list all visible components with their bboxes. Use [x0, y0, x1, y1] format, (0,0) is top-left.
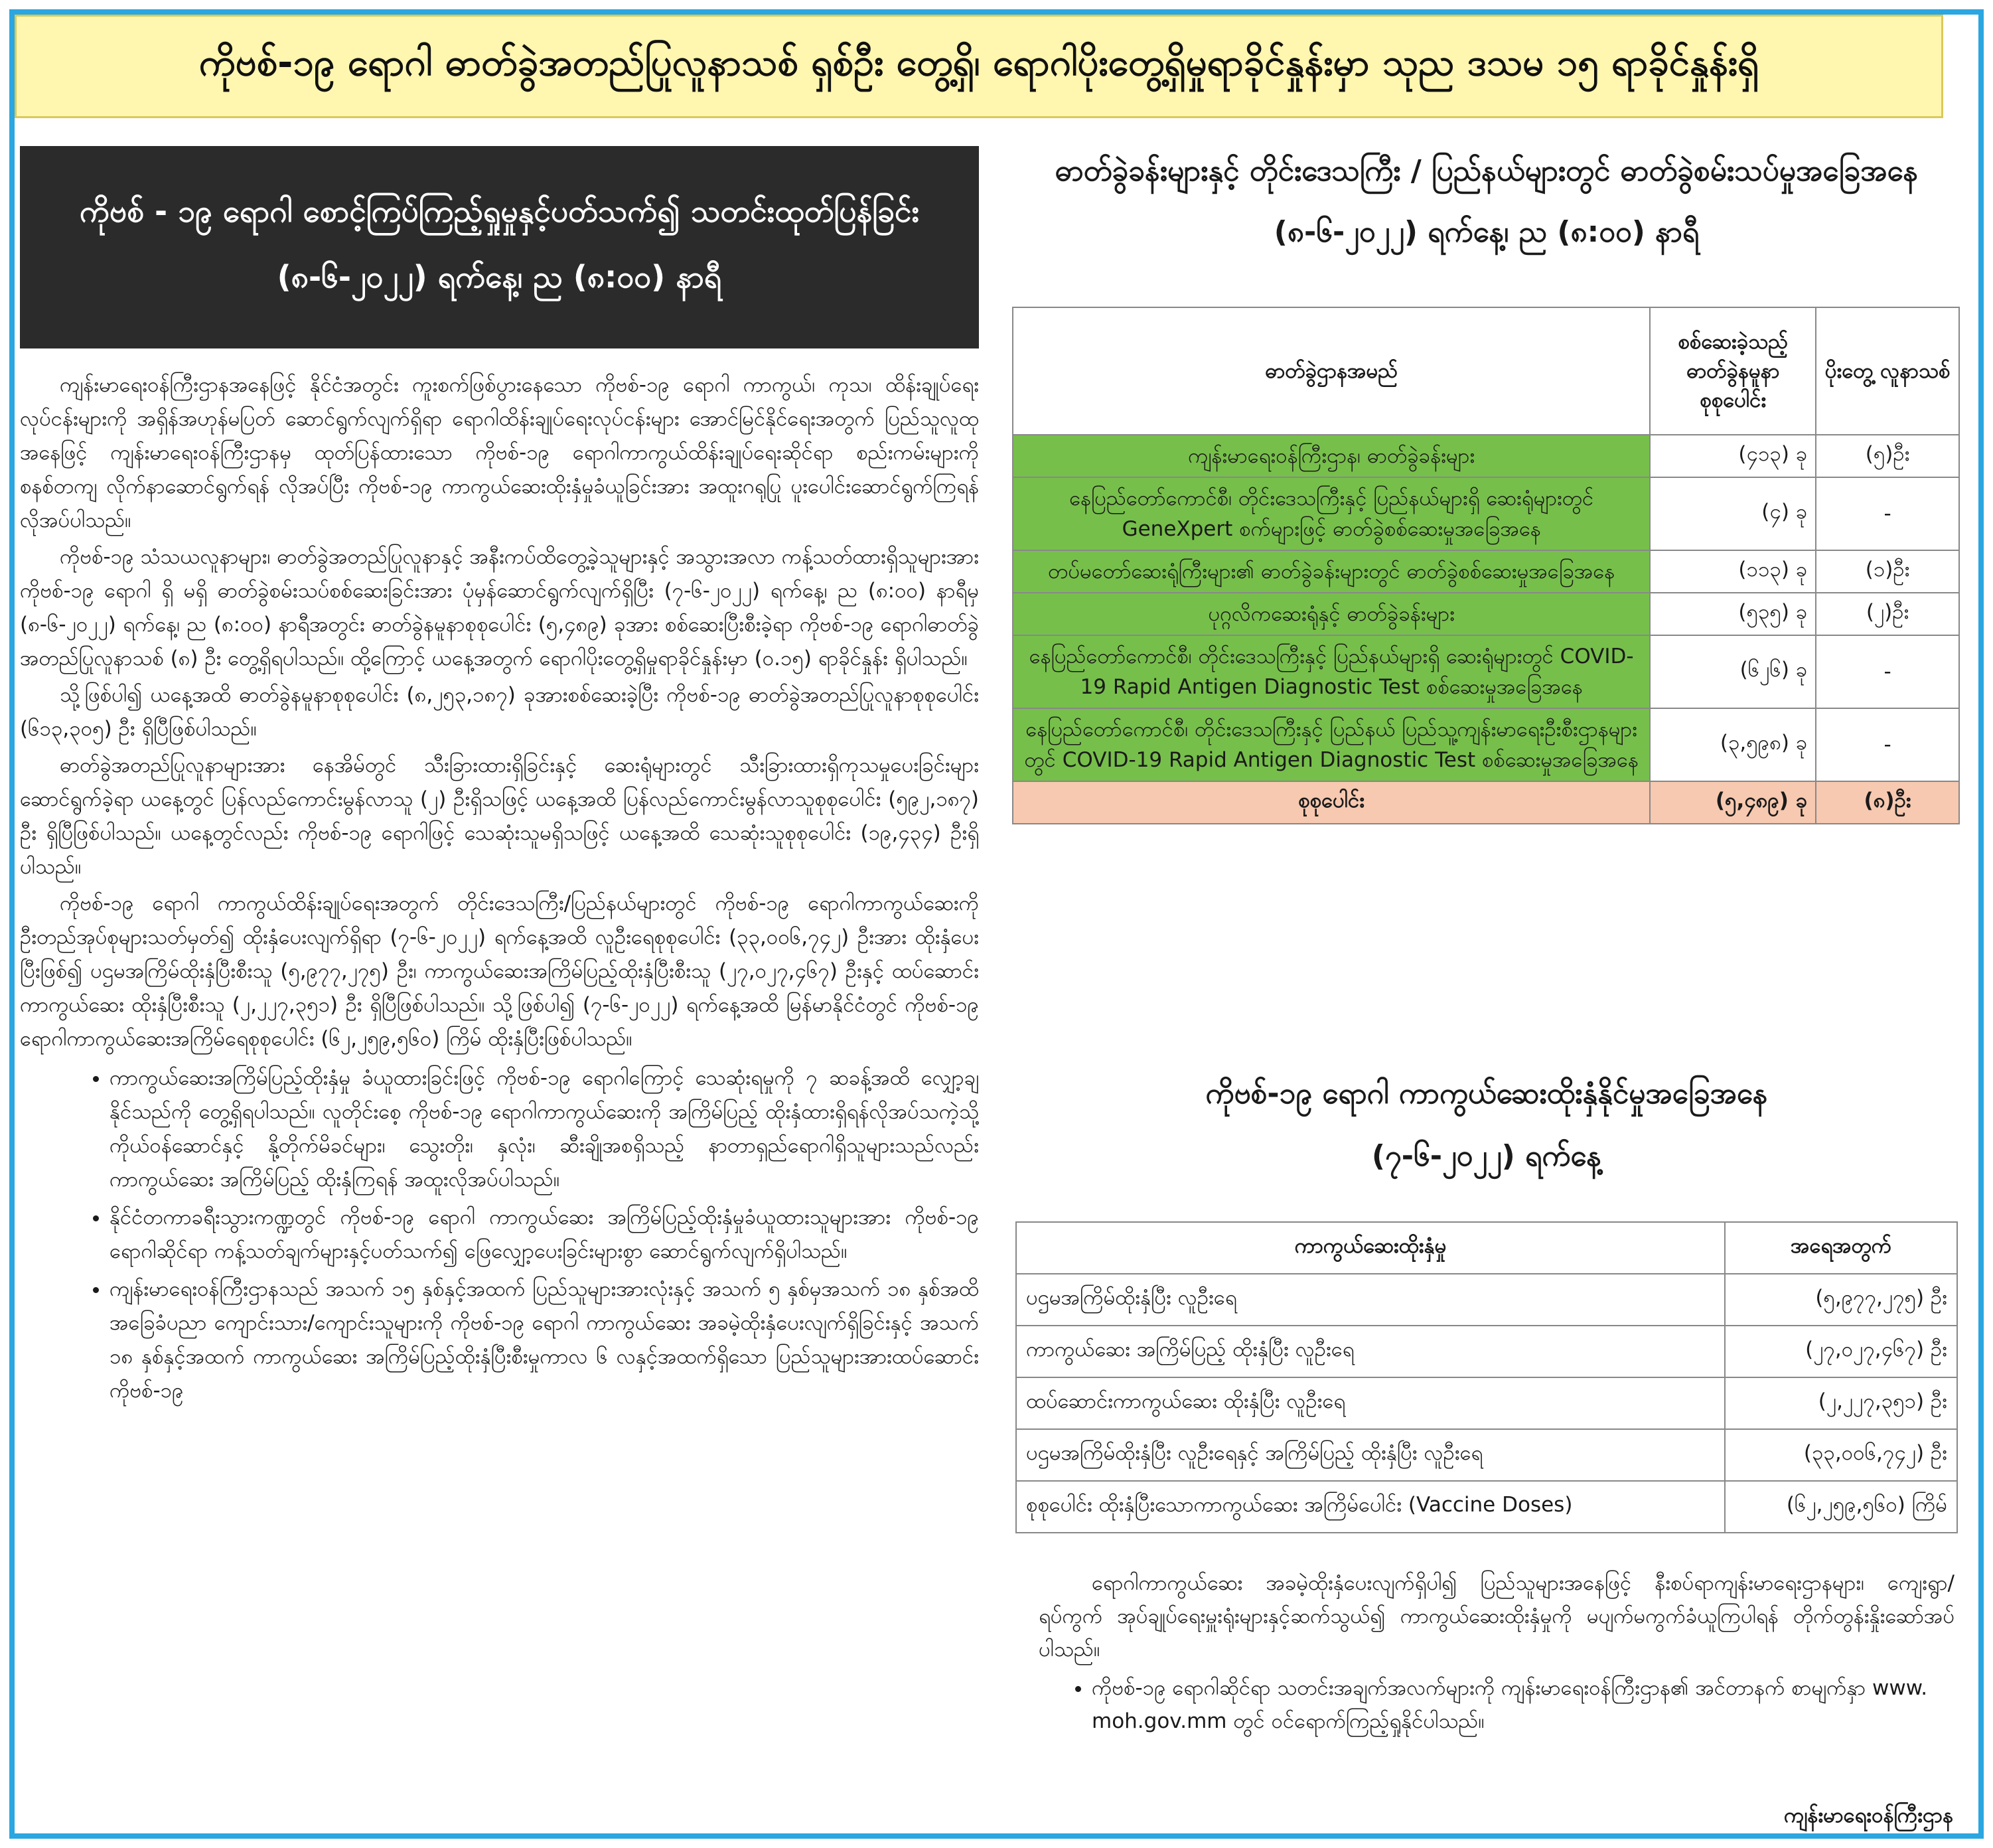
sample-count: (၅၃၅) ခု	[1650, 593, 1816, 635]
tests-title-line2: (၈-၆-၂၀၂၂) ရက်နေ့၊ ည (၈:၀၀) နာရီ	[1274, 215, 1700, 249]
table-row	[1016, 1377, 1957, 1429]
sample-count: (၃,၅၉၈) ခု	[1650, 708, 1816, 781]
ministry-signature: ကျန်းမာရေးဝန်ကြီးဌာန	[1784, 1804, 1953, 1827]
table-row	[1013, 593, 1959, 635]
vaccine-item: ကာကွယ်ဆေး အကြိမ်ပြည့် ထိုးနှံပြီး လူဦးရေ	[1016, 1326, 1725, 1377]
notes-bullets	[1039, 1671, 1955, 1738]
positive-count: -	[1816, 477, 1959, 550]
lab-name: ပုဂ္ဂလိကဆေးရုံနှင့် ဓာတ်ခွဲခန်းများ	[1013, 593, 1650, 635]
sample-count: (၄၁၃) ခု	[1650, 435, 1816, 477]
press-release-date: (၈-၆-၂၀၂၂) ရက်နေ့၊ ည (၈:၀၀) နာရီ	[277, 258, 722, 295]
vaccine-title-line2: (၇-၆-၂၀၂၂) ရက်နေ့	[1371, 1139, 1602, 1173]
vaccine-table-header	[1016, 1222, 1957, 1274]
vaccine-count: (၆၂,၂၅၉,၅၆၀) ကြိမ်	[1725, 1481, 1957, 1533]
lab-name: တပ်မတော်ဆေးရုံကြီးများ၏ ဓာတ်ခွဲခန်းများတွင် ဓာတ်ခွဲစစ်ဆေးမှုအခြေအနေ	[1013, 550, 1650, 593]
table-row	[1013, 635, 1959, 708]
vaccine-count: (၃၃,၀၀၆,၇၄၂) ဦး	[1725, 1429, 1957, 1481]
total-positive: (၈)ဦး	[1816, 781, 1959, 824]
press-release-banner	[20, 146, 979, 348]
positive-count: (၂)ဦး	[1816, 593, 1959, 635]
tests-table-header	[1013, 307, 1959, 435]
header-count: အရေအတွက်	[1725, 1222, 1957, 1274]
table-row	[1016, 1274, 1957, 1326]
table-row	[1013, 435, 1959, 477]
notes-bullet: • ကိုဗစ်-၁၉ ရောဂါဆိုင်ရာ သတင်းအချက်အလက်များကို ကျန်းမာရေးဝန်ကြီးဌာန၏ အင်တာနက် စာမျက်နှာ www. moh.gov.mm တွင် ဝင်ရောက်ကြည့်ရှုနိုင်ပါသည်။	[1092, 1671, 1955, 1738]
closing-notes	[1039, 1567, 1955, 1738]
tests-section-title	[1009, 153, 1964, 256]
notes-paragraph: ရောဂါကာကွယ်ဆေး အခမဲ့ထိုးနှံပေးလျက်ရှိပါ၍ ပြည်သူများအနေဖြင့် နီးစပ်ရာကျန်းမာရေးဌာနများ၊ ကျေးရွာ/ ရပ်ကွက် အုပ်ချုပ်ရေးမှူးရုံးများနှင့်ဆက်သွယ်၍ ကာကွယ်ဆေးထိုးနှံမှုကို မပျက်မကွက်ခံယူကြပါရန် တိုက်တွန်းနှိုးဆော်အပ်ပါသည်။	[1039, 1571, 1955, 1661]
positive-count: (၁)ဦး	[1816, 550, 1959, 593]
tests-title-line1: ဓာတ်ခွဲခန်းများနှင့် တိုင်းဒေသကြီး / ပြည်နယ်များတွင် ဓာတ်ခွဲစမ်းသပ်မှုအခြေအနေ	[1055, 154, 1919, 188]
tests-table	[1012, 307, 1960, 824]
headline-banner	[15, 15, 1943, 118]
total-samples: (၅,၄၈၉) ခု	[1650, 781, 1816, 824]
vaccine-title-line1: ကိုဗစ်-၁၉ ရောဂါ ကာကွယ်ဆေးထိုးနှံနိုင်မှုအခြေအနေ	[1205, 1077, 1768, 1111]
vaccine-item: ပဌမအကြိမ်ထိုးနှံပြီး လူဦးရေနှင့် အကြိမ်ပြည့် ထိုးနှံပြီး လူဦးရေ	[1016, 1429, 1725, 1481]
body-paragraph: ဓာတ်ခွဲအတည်ပြုလူနာများအား နေအိမ်တွင် သီးခြားထားရှိခြင်းနှင့် ဆေးရုံများတွင် သီးခြားထားရှိကုသမှုပေးခြင်းများ ဆောင်ရွက်ခဲ့ရာ ယနေ့တွင် ပြန်လည်ကောင်းမွန်လာသူ (၂) ဦးရှိသဖြင့် ယနေ့အထိ ပြန်လည်ကောင်းမွန်လာသူစုစုပေါင်း (၅၉၂,၁၈၇) ဦး ရှိပြီဖြစ်ပါသည်။ ယနေ့တွင်လည်း ကိုဗစ်-၁၉ ရောဂါဖြင့် သေဆုံးသူမရှိသဖြင့် ယနေ့အထိ သေဆုံးသူစုစုပေါင်း (၁၉,၄၃၄) ဦးရှိပါသည်။	[20, 753, 979, 879]
header-lab-name: ဓာတ်ခွဲဌာနအမည်	[1013, 307, 1650, 435]
total-label: စုစုပေါင်း	[1013, 781, 1650, 824]
vaccine-item: ပဌမအကြိမ်ထိုးနှံပြီး လူဦးရေ	[1016, 1274, 1725, 1326]
body-bullets	[20, 1061, 979, 1408]
sample-count: (၁၁၃) ခု	[1650, 550, 1816, 593]
table-row	[1013, 477, 1959, 550]
table-row	[1013, 708, 1959, 781]
body-bullet: • ကျန်းမာရေးဝန်ကြီးဌာနသည် အသက် ၁၅ နှစ်နှင့်အထက် ပြည်သူများအားလုံးနှင့် အသက် ၅ နှစ်မှအသက် ၁၈ နှစ်အထိ အခြေခံပညာ ကျောင်းသား/ကျောင်းသူများကို ကိုဗစ်-၁၉ ရောဂါ ကာကွယ်ဆေး အခမဲ့ထိုးနှံပေးလျက်ရှိခြင်းနှင့် အသက် ၁၈ နှစ်နှင့်အထက် ကာကွယ်ဆေး အကြိမ်ပြည့်ထိုးနှံပြီးစီးမှုကာလ ၆ လနှင့်အထက်ရှိသော ပြည်သူများအားထပ်ဆောင်း ကိုဗစ်-၁၉	[110, 1272, 979, 1408]
lab-name: ကျန်းမာရေးဝန်ကြီးဌာန၊ ဓာတ်ခွဲခန်းများ	[1013, 435, 1650, 477]
lab-name: နေပြည်တော်ကောင်စီ၊ တိုင်းဒေသကြီးနှင့် ပြည်နယ် ပြည်သူ့ကျန်းမာရေးဦးစီးဌာနများတွင် COVID-19 Rapid Antigen Diagnostic Test စစ်ဆေးမှုအခြေအနေ	[1013, 708, 1650, 781]
vaccine-section-title	[1009, 1075, 1964, 1180]
body-bullet: • နိုင်ငံတကာခရီးသွားကဏ္ဍတွင် ကိုဗစ်-၁၉ ရောဂါ ကာကွယ်ဆေး အကြိမ်ပြည့်ထိုးနှံမှုခံယူထားသူများအား ကိုဗစ်-၁၉ ရောဂါဆိုင်ရာ ကန့်သတ်ချက်များနှင့်ပတ်သက်၍ ဖြေလျှော့ပေးခြင်းများစွာ ဆောင်ရွက်လျက်ရှိပါသည်။	[110, 1201, 979, 1269]
vaccine-count: (၂,၂၂၇,၃၅၁) ဦး	[1725, 1377, 1957, 1429]
sample-count: (၆၂၆) ခု	[1650, 635, 1816, 708]
lab-name: နေပြည်တော်ကောင်စီ၊ တိုင်းဒေသကြီးနှင့် ပြည်နယ်များရှိ ဆေးရုံများတွင် COVID-19 Rapid Antigen Diagnostic Test စစ်ဆေးမှုအခြေအနေ	[1013, 635, 1650, 708]
press-release-title: ကိုဗစ် - ၁၉ ရောဂါ စောင့်ကြပ်ကြည့်ရှုမှုနှင့်ပတ်သက်၍ သတင်းထုတ်ပြန်ခြင်း	[79, 193, 920, 229]
body-paragraph: ကိုဗစ်-၁၉ ရောဂါ ကာကွယ်ထိန်းချုပ်ရေးအတွက် တိုင်းဒေသကြီး/ပြည်နယ်များတွင် ကိုဗစ်-၁၉ ရောဂါကာကွယ်ဆေးကို ဦးတည်အုပ်စုများသတ်မှတ်၍ ထိုးနှံပေးလျက်ရှိရာ (၇-၆-၂၀၂၂) ရက်နေ့အထိ လူဦးရေစုစုပေါင်း (၃၃,၀၀၆,၇၄၂) ဦးအား ထိုးနှံပေးပြီးဖြစ်၍ ပဌမအကြိမ်ထိုးနှံပြီးစီးသူ (၅,၉၇၇,၂၇၅) ဦး၊ ကာကွယ်ဆေးအကြိမ်ပြည့်ထိုးနှံပြီးစီးသူ (၂၇,၀၂၇,၄၆၇) ဦးနှင့် ထပ်ဆောင်းကာကွယ်ဆေး ထိုးနှံပြီးစီးသူ (၂,၂၂၇,၃၅၁) ဦး ရှိပြီဖြစ်ပါသည်။ သို့ဖြစ်ပါ၍ (၇-၆-၂၀၂၂) ရက်နေ့အထိ မြန်မာနိုင်ငံတွင် ကိုဗစ်-၁၉ ရောဂါကာကွယ်ဆေးအကြိမ်ရေစုစုပေါင်း (၆၂,၂၅၉,၅၆၀) ကြိမ် ထိုးနှံပြီးဖြစ်ပါသည်။	[20, 891, 979, 1051]
body-paragraph: သို့ဖြစ်ပါ၍ ယနေ့အထိ ဓာတ်ခွဲနမူနာစုစုပေါင်း (၈,၂၅၃,၁၈၇) ခုအားစစ်ဆေးခဲ့ပြီး ကိုဗစ်-၁၉ ဓာတ်ခွဲအတည်ပြုလူနာစုစုပေါင်း (၆၁၃,၃၀၅) ဦး ရှိပြီဖြစ်ပါသည်။	[20, 683, 979, 741]
vaccine-table	[1015, 1221, 1958, 1533]
lab-name: နေပြည်တော်ကောင်စီ၊ တိုင်းဒေသကြီးနှင့် ပြည်နယ်များရှိ ဆေးရုံများတွင် GeneXpert စက်များဖြင့် ဓာတ်ခွဲစစ်ဆေးမှုအခြေအနေ	[1013, 477, 1650, 550]
header-samples: စစ်ဆေးခဲ့သည့် ဓာတ်ခွဲနမူနာ စုစုပေါင်း	[1650, 307, 1816, 435]
vaccine-count: (၂၇,၀၂၇,၄၆၇) ဦး	[1725, 1326, 1957, 1377]
press-release-body	[20, 368, 979, 1412]
header-vaccination: ကာကွယ်ဆေးထိုးနှံမှု	[1016, 1222, 1725, 1274]
sample-count: (၄) ခု	[1650, 477, 1816, 550]
header-positive: ပိုးတွေ့ လူနာသစ်	[1816, 307, 1959, 435]
table-row	[1016, 1326, 1957, 1377]
table-row	[1016, 1481, 1957, 1533]
vaccine-item: ထပ်ဆောင်းကာကွယ်ဆေး ထိုးနှံပြီး လူဦးရေ	[1016, 1377, 1725, 1429]
table-row	[1013, 550, 1959, 593]
vaccine-count: (၅,၉၇၇,၂၇၅) ဦး	[1725, 1274, 1957, 1326]
body-paragraph: ကိုဗစ်-၁၉ သံသယလူနာများ၊ ဓာတ်ခွဲအတည်ပြုလူနာနှင့် အနီးကပ်ထိတွေ့ခဲ့သူများနှင့် အသွားအလာ ကန့်သတ်ထားရှိသူများအား ကိုဗစ်-၁၉ ရောဂါ ရှိ မရှိ ဓာတ်ခွဲစမ်းသပ်စစ်ဆေးခြင်းအား ပုံမှန်ဆောင်ရွက်လျက်ရှိပြီး (၇-၆-၂၀၂၂) ရက်နေ့၊ ည (၈:၀၀) နာရီမှ (၈-၆-၂၀၂၂) ရက်နေ့၊ ည (၈:၀၀) နာရီအတွင်း ဓာတ်ခွဲနမူနာစုစုပေါင်း (၅,၄၈၉) ခုအား စစ်ဆေးပြီးစီးခဲ့ရာ ကိုဗစ်-၁၉ ရောဂါဓာတ်ခွဲအတည်ပြုလူနာသစ် (၈) ဦး တွေ့ရှိရပါသည်။ ထို့ကြောင့် ယနေ့အတွက် ရောဂါပိုးတွေ့ရှိမှုရာခိုင်နှုန်းမှာ (၀.၁၅) ရာခိုင်နှုန်း ရှိပါသည်။	[20, 545, 979, 670]
headline-text: ကိုဗစ်-၁၉ ရောဂါ ဓာတ်ခွဲအတည်ပြုလူနာသစ် ရှစ်ဦး တွေ့ရှိ၊ ရောဂါပိုးတွေ့ရှိမှုရာခိုင်နှုန်းမှာ သုည ဒသမ ၁၅ ရာခိုင်နှုန်းရှိ	[198, 41, 1759, 84]
tests-total-row	[1013, 781, 1959, 824]
table-row	[1016, 1429, 1957, 1481]
body-bullet: • ကာကွယ်ဆေးအကြိမ်ပြည့်ထိုးနှံမှု ခံယူထားခြင်းဖြင့် ကိုဗစ်-၁၉ ရောဂါကြောင့် သေဆုံးရမှုကို ၇ ဆခန့်အထိ လျှော့ချနိုင်သည်ကို တွေ့ရှိရပါသည်။ လူတိုင်းစေ့ ကိုဗစ်-၁၉ ရောဂါကာကွယ်ဆေးကို အကြိမ်ပြည့် ထိုးနှံထားရှိရန်လိုအပ်သကဲ့သို့ ကိုယ်ဝန်ဆောင်နှင့် နို့တိုက်မိခင်များ၊ သွေးတိုး၊ နှလုံး၊ ဆီးချိုအစရှိသည့် နာတာရှည်ရောဂါရှိသူများသည်လည်း ကာကွယ်ဆေး အကြိမ်ပြည့် ထိုးနှံကြရန် အထူးလိုအပ်ပါသည်။	[110, 1061, 979, 1197]
positive-count: -	[1816, 635, 1959, 708]
body-paragraph: ကျန်းမာရေးဝန်ကြီးဌာနအနေဖြင့် နိုင်ငံအတွင်း ကူးစက်ဖြစ်ပွားနေသော ကိုဗစ်-၁၉ ရောဂါ ကာကွယ်၊ ကုသ၊ ထိန်းချုပ်ရေးလုပ်ငန်းများကို အရှိန်အဟုန်မပြတ် ဆောင်ရွက်လျက်ရှိရာ ရောဂါထိန်းချုပ်ရေးလုပ်ငန်းများ အောင်မြင်နိုင်ရေးအတွက် ပြည်သူလူထုအနေဖြင့် ကျန်းမာရေးဝန်ကြီးဌာနမှ ထုတ်ပြန်ထားသော ကိုဗစ်-၁၉ ရောဂါကာကွယ်ထိန်းချုပ်ရေးဆိုင်ရာ စည်းကမ်းများကို စနစ်တကျ လိုက်နာဆောင်ရွက်ရန် လိုအပ်ပြီး ကိုဗစ်-၁၉ ကာကွယ်ဆေးထိုးနှံမှုခံယူခြင်းအား အထူးဂရုပြု ပူးပေါင်းဆောင်ရွက်ကြရန် လိုအပ်ပါသည်။	[20, 373, 979, 532]
positive-count: (၅)ဦး	[1816, 435, 1959, 477]
vaccine-item: စုစုပေါင်း ထိုးနှံပြီးသောကာကွယ်ဆေး အကြိမ်ပေါင်း (Vaccine Doses)	[1016, 1481, 1725, 1533]
positive-count: -	[1816, 708, 1959, 781]
